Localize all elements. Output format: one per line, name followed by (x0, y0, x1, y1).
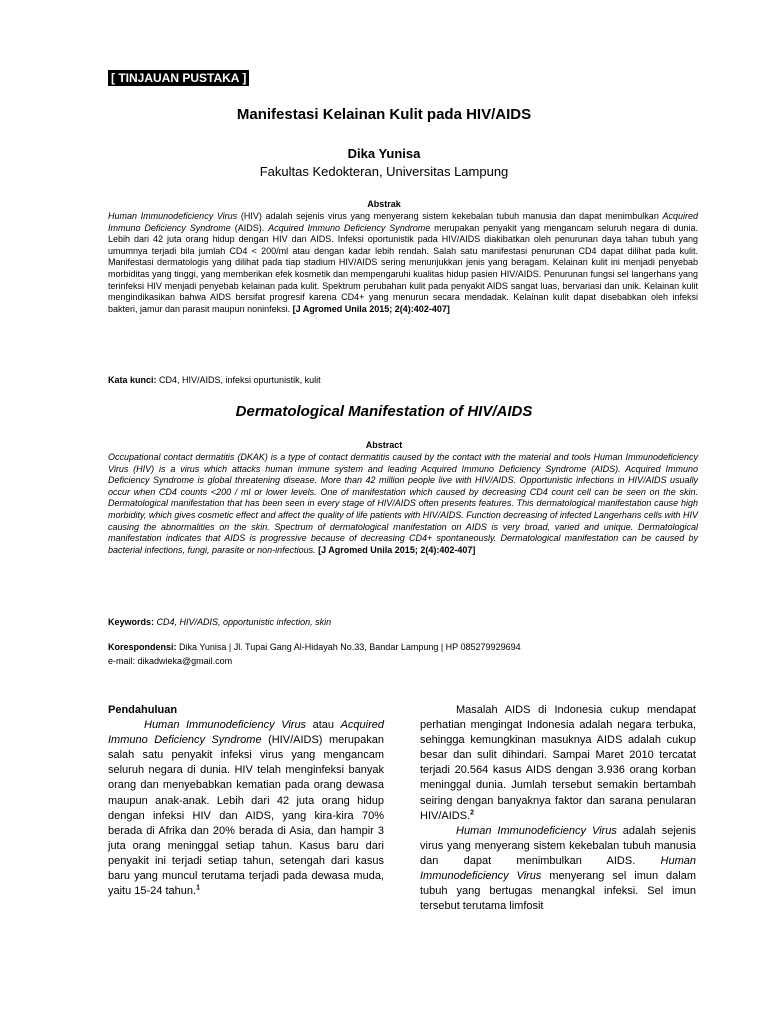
korespondensi-label: Korespondensi: (108, 642, 177, 652)
text: menyerang sel imun dalam tubuh yang bertugas menangkal infeksi. Sel imun tersebut terutama limfosit (420, 870, 696, 913)
abstrak-body (108, 211, 698, 315)
abstrak-heading: Abstrak (367, 199, 401, 209)
keywords (108, 616, 698, 628)
article-title: Manifestasi Kelainan Kulit pada HIV/AIDS (236, 106, 532, 123)
abstrak-text: merupakan penyakit yang mengancam seluruh negara di dunia. Lebih dari 42 juta orang hidup dengan HIV dan AIDS. Infeksi oportunistik pada HIV/AIDS diakibatkan oleh penurunan daya tahan tubuh yang umumnya terjadi bila jumlah CD4 < 200/ml atau dengan kadar lebih rendah. Salah satu manifestasi penurunan CD4 dapat dilihat pada kulit. Manifestasi dermatologis yang dilihat pada tiap stadium HIV/AIDS sering menunjukkan jenis yang beragam. Kelainan kulit ini menjadi penyebab morbiditas yang tinggi, yang memberikan efek kosmetik dan mempengaruhi kualitas hidup pasien HIV/AIDS. Penurunan fungsi sel langerhans yang terinfeksi HIV menjadi penyebab kelainan pada kulit. Spektrum perubahan kulit pada penyakit AIDS sangat luas, bervariasi dan unik. Kelainan kulit mengindikasikan bahwa AIDS bersifat progresif karena CD4+ yang menurun secara mendadak. Kelainan kulit dapat disebabkan oleh infeksi bakteri, jamur dan parasit maupun noninfeksi. (108, 222, 698, 314)
kata-kunci (108, 374, 698, 386)
abstract-body (108, 452, 698, 556)
term: Human Immunodeficiency Virus (456, 824, 617, 837)
abstrak-text: (HIV) adalah sejenis virus yang menyerang sistem kekebalan tubuh manusia dan dapat menimbulkan (237, 211, 663, 221)
left-column (108, 703, 384, 899)
abstract-citation: [J Agromed Unila 2015; 2(4):402-407] (318, 544, 476, 555)
text: (HIV/AIDS) merupakan salah satu penyakit infeksi virus yang mengancam seluruh negara di dunia. HIV telah menginfeksi banyak orang dan menyebabkan kematian pada orang dewasa maupun anak-anak. Lebih dari 42 juta orang hidup dengan infeksi HIV dan AIDS, yang kira-kira 70% berada di Afrika dan 20% berada di Asia, dan hampir 3 juta orang meninggal setiap tahun. Kasus baru dari penyakit ini terjadi setiap tahun, setengah dari kasus baru yang muncul terutama terjadi pada dewasa muda, yaitu 15-24 tahun. (108, 734, 384, 898)
abstract-heading: Abstract (365, 440, 403, 450)
term: Human Immunodeficiency Virus (144, 719, 307, 732)
term: Acquired Immuno Deficiency Syndrome (108, 719, 384, 747)
right-column (420, 703, 696, 914)
abstrak-term: Acquired Immuno Deficiency Syndrome (108, 211, 698, 233)
english-title: Dermatological Manifestation of HIV/AIDS (235, 403, 533, 420)
author-name: Dika Yunisa (347, 146, 421, 161)
kata-kunci-value: CD4, HIV/AIDS, infeksi opurtunistik, kulit (156, 375, 321, 385)
author-affiliation: Fakultas Kedokteran, Universitas Lampung (259, 164, 509, 179)
abstrak-citation: [J Agromed Unila 2015; 2(4):402-407] (292, 303, 450, 314)
korespondensi-value: Dika Yunisa | Jl. Tupai Gang Al-Hidayah No.33, Bandar Lampung | HP 085279929694 (176, 642, 521, 652)
correspondence-email: e-mail: dikadwieka@gmail.com (108, 656, 233, 666)
paragraph (420, 824, 696, 915)
korespondensi (108, 641, 698, 653)
paragraph (420, 703, 696, 824)
section-heading-pendahuluan: Pendahuluan (108, 704, 178, 716)
abstrak-term: Human Immunodeficiency Virus (108, 211, 238, 221)
abstract-text: Occupational contact dermatitis (DKAK) is a type of contact dermatitis caused by the contact with the material and tools Human Immunodeficiency Virus (HIV) is a virus which attacks human immune system and leading Acquired Immuno Deficiency Syndrome (AIDS). Acquired Immuno Deficiency Syndrome is global threatening disease. More than 42 million people live with HIV/AIDS. Opportunistic infections in HIV/AIDS usually occur when CD4 counts <200 / ml or lower levels. One of manifestation which caused by decreasing CD4 count cell can be seen on the skin. Dermatological manifestation that has been seen in every stage of HIV/AIDS often presents features. This dermatological manifestation cause high morbidity, which gives cosmetic effect and affect the quality of life patients with HIV/AIDS. Function decreasing of infected Langerhans cells with HIV causing the abnormalities on the skin. Spectrum of dermatological manifestation on AIDS is very broad, varied and unique. Dermatological manifestation indicates that AIDS is progressive because of decreasing CD4+ spontaneously. Dermatological manifestation can be caused by bacterial infections, fungi, parasite or non-infectious. (108, 452, 698, 555)
kata-kunci-label: Kata kunci: (108, 375, 157, 385)
text: atau (306, 719, 341, 732)
section-tag: [ TINJAUAN PUSTAKA ] (108, 70, 249, 86)
term: Human Immunodeficiency Virus (420, 854, 696, 883)
reference-marker: 1 (196, 884, 200, 892)
abstrak-term: Acquired Immuno Deficiency Syndrome (268, 222, 431, 233)
keywords-value: CD4, HIV/ADIS, opportunistic infection, skin (154, 617, 332, 627)
text: adalah sejenis virus yang menyerang sistem kekebalan tubuh manusia dan dapat menimbulkan AIDS. (420, 824, 696, 867)
paragraph (108, 718, 384, 899)
text: Masalah AIDS di Indonesia cukup mendapat perhatian mengingat Indonesia adalah negara terbuka, sehingga kemungkinan masuknya AIDS adalah cukup besar dan sulit dihindari. Sampai Maret 2010 tercatat terjadi 20.564 kasus AIDS dengan 3.936 orang korban meninggal dunia. Jumlah tersebut semakin bertambah seiring dengan banyaknya faktor dan sarana penularan HIV/AIDS. (420, 704, 696, 822)
reference-marker: 2 (470, 809, 475, 816)
keywords-label: Keywords: (108, 617, 155, 627)
abstrak-text: (AIDS). (230, 222, 269, 233)
